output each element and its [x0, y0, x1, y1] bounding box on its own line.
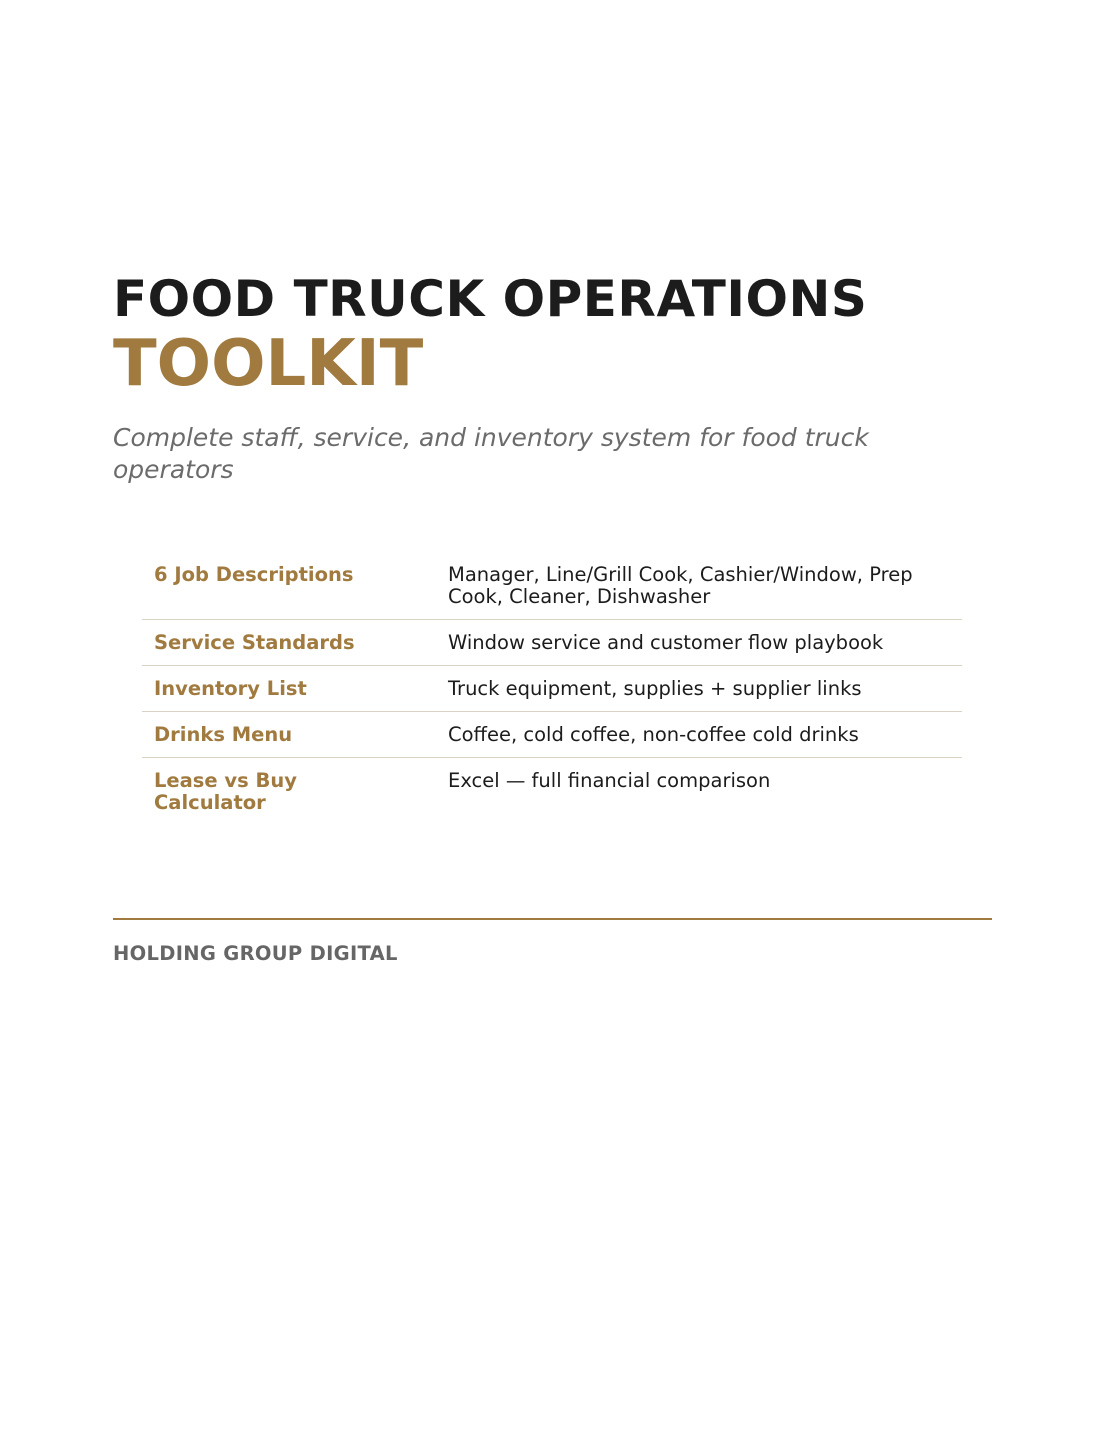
- footer-divider: [113, 918, 992, 920]
- title-line-2: TOOLKIT: [113, 327, 424, 401]
- contents-label: Inventory List: [142, 666, 424, 712]
- contents-row: [142, 666, 962, 712]
- contents-row: [142, 620, 962, 666]
- contents-description: Truck equipment, supplies + supplier links: [424, 666, 962, 712]
- subtitle: Complete staff, service, and inventory system for food truck operators: [113, 423, 869, 484]
- contents-description: Window service and customer flow playbook: [424, 620, 962, 666]
- contents-description: Coffee, cold coffee, non-coffee cold drinks: [424, 712, 962, 758]
- contents-description: Manager, Line/Grill Cook, Cashier/Window, Prep Cook, Cleaner, Dishwasher: [424, 552, 962, 620]
- contents-row: [142, 552, 962, 620]
- contents-table: [142, 552, 962, 825]
- contents-description: Excel — full financial comparison: [448, 769, 771, 792]
- contents-label: 6 Job Descriptions: [142, 552, 424, 620]
- contents-label: Drinks Menu: [142, 712, 424, 758]
- contents-row: [142, 758, 962, 826]
- footer-brand: HOLDING GROUP DIGITAL: [113, 942, 398, 965]
- contents-row: [142, 712, 962, 758]
- title-line-1: FOOD TRUCK OPERATIONS: [113, 270, 868, 328]
- contents-label: Service Standards: [142, 620, 424, 666]
- contents-label: Lease vs Buy Calculator: [154, 769, 297, 814]
